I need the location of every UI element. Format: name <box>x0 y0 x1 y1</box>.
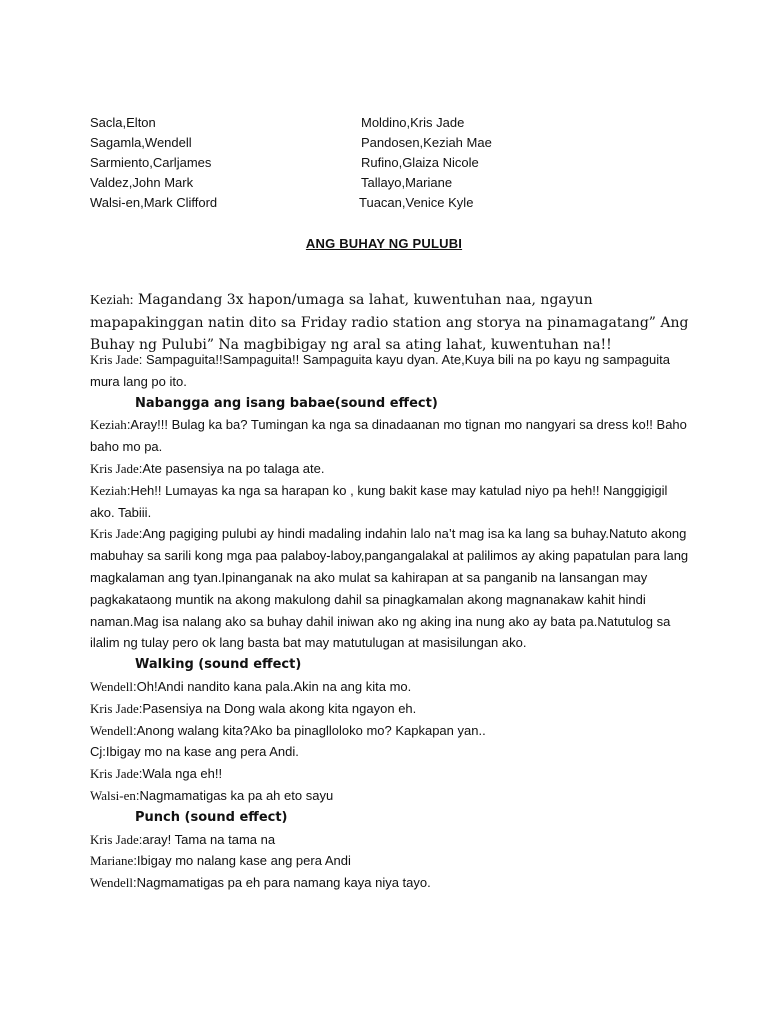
dialogue-text: :Nagmamatigas ka pa ah eto sayu <box>135 787 334 803</box>
member-name: Rufino,Glaiza Nicole <box>361 155 479 170</box>
script-dialogue <box>90 349 690 894</box>
dialogue-line <box>90 349 690 393</box>
speaker-name: Walsi-en <box>90 787 136 803</box>
member-list-right <box>361 113 492 213</box>
dialogue-line <box>90 414 690 458</box>
dialogue-line <box>90 872 690 894</box>
speaker-name: Keziah <box>90 417 127 433</box>
dialogue-text: :Heh!! Lumayas ka nga sa harapan ko , kung bakit kase may katulad niyo pa heh!! Nanggigigil ako. Tabiii. <box>90 482 668 520</box>
dialogue-line <box>90 676 690 698</box>
dialogue-line <box>90 850 690 872</box>
sound-effect-cue: Punch (sound effect) <box>135 809 288 825</box>
dialogue-text: :Ibigay mo na kase ang pera Andi. <box>102 744 299 760</box>
dialogue-line <box>90 829 690 851</box>
member-name: Valdez,John Mark <box>90 175 194 190</box>
dialogue-text: Magandang 3x hapon/umaga sa lahat, kuwentuhan naa, ngayun mapapakinggan natin dito sa Friday radio station ang storya na pinamagatang” Ang Buhay ng Pulubi” Na magbibigay ng aral sa ating lahat, kuwentuhan na!! <box>90 292 689 353</box>
speaker-name: Kris Jade <box>90 352 139 367</box>
dialogue-line <box>90 785 690 807</box>
dialogue-text: :Wala nga eh!! <box>138 766 223 782</box>
dialogue-text: :Nagmamatigas pa eh para namang kaya niya tayo. <box>133 875 431 891</box>
speaker-name: Keziah: <box>90 293 134 308</box>
member-name: Sarmiento,Carljames <box>90 155 212 170</box>
speaker-name: Keziah <box>90 482 127 498</box>
speaker-name: Kris Jade <box>90 526 139 542</box>
member-name: Walsi-en,Mark Clifford <box>90 195 218 210</box>
member-name: Moldino,Kris Jade <box>361 115 465 130</box>
dialogue-line <box>90 458 690 480</box>
intro-paragraph <box>90 289 690 356</box>
speaker-name: Kris Jade <box>90 460 139 476</box>
dialogue-line <box>90 720 690 742</box>
dialogue-line <box>90 698 690 720</box>
dialogue-text: :aray! Tama na tama na <box>138 831 276 847</box>
member-list-left <box>90 113 217 213</box>
dialogue-text: :Ang pagiging pulubi ay hindi madaling indahin lalo na’t mag isa ka lang sa buhay.Natuto akong mabuhay sa sarili kong mga paa palaboy-laboy,pangangalakal at palilimos ay aking papatulan para lang magkalaman ang tyan.Ipinanganak na ako mulat sa kahirapan at sa panganib na lansangan may pagkakataong muntik na akong makulong dahil sa pinagkamalan akong magnanakaw kahit hindi naman.Mag isa nalang ako sa buhay dahil iniwan ako ng aking ina nung ako ay bata pa.Natutulog sa ilalim ng tulay pero ok lang basta bat may matutulugan at masisilungan ako. <box>90 526 689 651</box>
dialogue-text: :Anong walang kita?Ako ba pinaglloloko mo? Kapkapan yan.. <box>133 722 486 738</box>
dialogue-text: :Ate pasensiya na po talaga ate. <box>138 460 325 476</box>
speaker-name: Kris Jade <box>90 831 139 847</box>
dialogue-text: : Sampaguita!!Sampaguita!! Sampaguita kayu dyan. Ate,Kuya bili na po kayu ng sampaguita mura lang po ito. <box>90 352 670 389</box>
speaker-name: Kris Jade <box>90 700 139 716</box>
speaker-name: Wendell <box>90 678 133 694</box>
member-name: Pandosen,Keziah Mae <box>361 135 492 150</box>
dialogue-text: :Ibigay mo nalang kase ang pera Andi <box>133 853 351 869</box>
member-name: Sacla,Elton <box>90 115 156 130</box>
dialogue-line <box>90 741 690 763</box>
document-title: ANG BUHAY NG PULUBI <box>305 236 463 251</box>
speaker-name: Wendell <box>90 875 133 891</box>
dialogue-line <box>90 480 690 524</box>
member-name: Tallayo,Mariane <box>361 175 453 190</box>
sound-effect-cue: Nabangga ang isang babae(sound effect) <box>135 395 438 411</box>
speaker-name: Cj <box>90 744 103 760</box>
speaker-name: Kris Jade <box>90 766 139 782</box>
dialogue-text: :Aray!!! Bulag ka ba? Tumingan ka nga sa dinadaanan mo tignan mo nangyari sa dress ko!! Baho baho mo pa. <box>90 417 687 455</box>
speaker-name: Wendell <box>90 722 133 738</box>
member-name: Sagamla,Wendell <box>90 135 192 150</box>
dialogue-text: :Pasensiya na Dong wala akong kita ngayon eh. <box>138 700 417 716</box>
dialogue-line <box>90 763 690 785</box>
speaker-name: Mariane <box>90 853 134 869</box>
dialogue-text: :Oh!Andi nandito kana pala.Akin na ang kita mo. <box>133 678 412 694</box>
member-name: Tuacan,Venice Kyle <box>359 195 474 210</box>
sound-effect-cue: Walking (sound effect) <box>135 657 302 673</box>
dialogue-line <box>90 523 690 654</box>
